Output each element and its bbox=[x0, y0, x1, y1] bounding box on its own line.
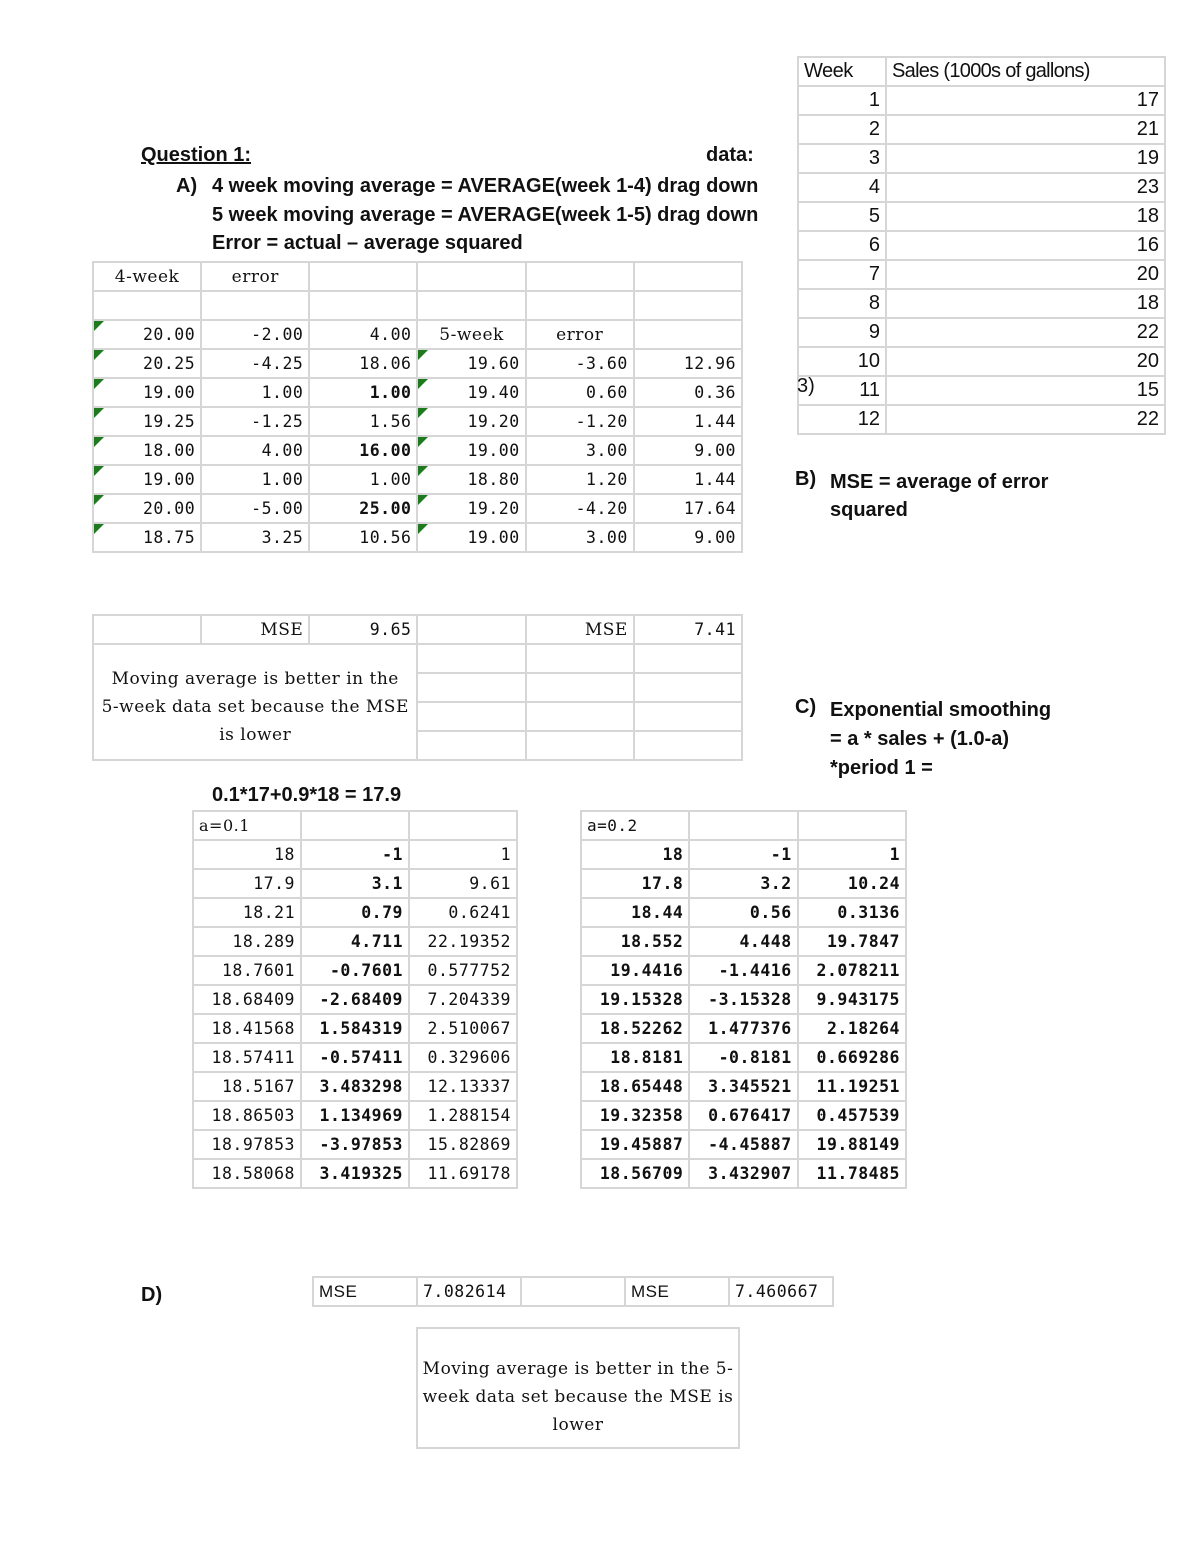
empty-cell bbox=[689, 811, 797, 840]
empty-cell bbox=[634, 644, 742, 673]
forecast-cell: 18.65448 bbox=[581, 1072, 689, 1101]
section-b-marker: B) bbox=[795, 468, 817, 490]
empty-cell bbox=[309, 291, 417, 320]
section-c-marker: C) bbox=[795, 696, 817, 718]
four-week-error-header: error bbox=[201, 262, 309, 291]
forecast-cell: 18 bbox=[193, 840, 301, 869]
green-triangle-icon bbox=[94, 495, 104, 505]
four-week-average-cell: 19.25 bbox=[93, 407, 201, 436]
forecast-cell: 18.21 bbox=[193, 898, 301, 927]
forecast-cell: 18.5167 bbox=[193, 1072, 301, 1101]
empty-cell bbox=[417, 291, 525, 320]
four-week-error-cell: -2.00 bbox=[201, 320, 309, 349]
squared-error-cell: 7.204339 bbox=[409, 985, 517, 1014]
error-cell: 1.477376 bbox=[689, 1014, 797, 1043]
table-row bbox=[581, 956, 906, 985]
error-cell: 3.1 bbox=[301, 869, 409, 898]
empty-cell bbox=[301, 811, 409, 840]
five-week-error-cell: -3.60 bbox=[526, 349, 634, 378]
five-week-squared-cell: 12.96 bbox=[634, 349, 742, 378]
forecast-cell: 18.41568 bbox=[193, 1014, 301, 1043]
error-cell: -3.15328 bbox=[689, 985, 797, 1014]
table-row bbox=[798, 347, 1165, 376]
sales-cell: 20 bbox=[886, 260, 1165, 289]
table-row bbox=[193, 1072, 517, 1101]
table-row bbox=[193, 898, 517, 927]
forecast-cell: 18.7601 bbox=[193, 956, 301, 985]
exp-mse-table bbox=[312, 1276, 834, 1307]
empty-cell bbox=[417, 644, 525, 673]
squared-error-cell: 12.13337 bbox=[409, 1072, 517, 1101]
four-week-average-cell: 18.75 bbox=[93, 523, 201, 552]
empty-cell bbox=[634, 731, 742, 760]
five-week-average-cell: 19.60 bbox=[417, 349, 525, 378]
forecast-cell: 18.44 bbox=[581, 898, 689, 927]
squared-error-cell: 0.457539 bbox=[798, 1101, 906, 1130]
five-week-error-cell: 1.20 bbox=[526, 465, 634, 494]
forecast-cell: 19.32358 bbox=[581, 1101, 689, 1130]
sales-cell: 18 bbox=[886, 289, 1165, 318]
empty-cell bbox=[417, 262, 525, 291]
table-row bbox=[193, 840, 517, 869]
sales-cell: 21 bbox=[886, 115, 1165, 144]
empty-cell bbox=[798, 811, 906, 840]
table-row bbox=[581, 840, 906, 869]
empty-cell bbox=[521, 1277, 625, 1306]
table-row bbox=[93, 494, 742, 523]
sales-table bbox=[797, 56, 1166, 435]
table-row bbox=[93, 436, 742, 465]
table-row bbox=[193, 956, 517, 985]
sales-cell: 19 bbox=[886, 144, 1165, 173]
four-week-squared-cell: 10.56 bbox=[309, 523, 417, 552]
table-row bbox=[581, 1043, 906, 1072]
moving-blank-row bbox=[93, 291, 742, 320]
squared-error-cell: 0.669286 bbox=[798, 1043, 906, 1072]
exp-mse-row bbox=[313, 1277, 833, 1306]
empty-cell bbox=[93, 291, 201, 320]
table-row bbox=[798, 231, 1165, 260]
table-row bbox=[193, 927, 517, 956]
week-cell: 10 bbox=[798, 347, 886, 376]
five-week-error-header: error bbox=[526, 320, 634, 349]
week-cell: 4 bbox=[798, 173, 886, 202]
moving-header-row bbox=[93, 262, 742, 291]
five-week-error-cell: 3.00 bbox=[526, 523, 634, 552]
section-c-line-1: Exponential smoothing bbox=[830, 699, 1052, 721]
moving-mse-note-row bbox=[93, 644, 742, 673]
four-week-error-cell: -4.25 bbox=[201, 349, 309, 378]
table-row bbox=[581, 927, 906, 956]
moving-mse-row bbox=[93, 615, 742, 644]
squared-error-cell: 1.288154 bbox=[409, 1101, 517, 1130]
table-row bbox=[93, 320, 742, 349]
moving-mse-table bbox=[92, 614, 743, 761]
error-cell: -1 bbox=[689, 840, 797, 869]
mse-value-4: 9.65 bbox=[309, 615, 417, 644]
table-row bbox=[581, 869, 906, 898]
empty-cell bbox=[417, 673, 525, 702]
five-week-average-cell: 18.80 bbox=[417, 465, 525, 494]
empty-cell bbox=[309, 262, 417, 291]
squared-error-cell: 0.6241 bbox=[409, 898, 517, 927]
empty-cell bbox=[526, 673, 634, 702]
four-week-squared-cell: 1.56 bbox=[309, 407, 417, 436]
four-week-squared-cell: 1.00 bbox=[309, 465, 417, 494]
four-week-average-cell: 20.00 bbox=[93, 494, 201, 523]
section-c-line-2: = a * sales + (1.0-a) bbox=[830, 728, 1010, 750]
table-row bbox=[193, 869, 517, 898]
section-c-line-3: *period 1 = bbox=[830, 757, 933, 779]
error-cell: -3.97853 bbox=[301, 1130, 409, 1159]
exp-mse-value-b: 7.460667 bbox=[729, 1277, 833, 1306]
moving-conclusion-text: Moving average is better in the 5-week data set because the MSE is lower bbox=[101, 669, 409, 745]
five-week-squared-cell: 9.00 bbox=[634, 436, 742, 465]
squared-error-cell: 15.82869 bbox=[409, 1130, 517, 1159]
exp-mse-label-b: MSE bbox=[625, 1277, 729, 1306]
five-week-average-cell: 19.20 bbox=[417, 494, 525, 523]
error-cell: -1.4416 bbox=[689, 956, 797, 985]
squared-error-cell: 9.61 bbox=[409, 869, 517, 898]
table-row bbox=[93, 378, 742, 407]
mse-label-4: MSE bbox=[201, 615, 309, 644]
green-triangle-icon bbox=[94, 466, 104, 476]
table-row bbox=[798, 289, 1165, 318]
four-week-squared-cell: 25.00 bbox=[309, 494, 417, 523]
sales-cell: 18 bbox=[886, 202, 1165, 231]
empty-cell bbox=[634, 702, 742, 731]
error-cell: 0.56 bbox=[689, 898, 797, 927]
five-week-average-cell: 19.40 bbox=[417, 378, 525, 407]
five-week-average-cell: 19.00 bbox=[417, 523, 525, 552]
error-cell: 3.345521 bbox=[689, 1072, 797, 1101]
four-week-squared-cell: 16.00 bbox=[309, 436, 417, 465]
squared-error-cell: 11.78485 bbox=[798, 1159, 906, 1188]
squared-error-cell: 11.19251 bbox=[798, 1072, 906, 1101]
five-week-error-cell: -4.20 bbox=[526, 494, 634, 523]
forecast-cell: 18.97853 bbox=[193, 1130, 301, 1159]
green-triangle-icon bbox=[418, 408, 428, 418]
week-cell: 12 bbox=[798, 405, 886, 434]
table-row bbox=[193, 1014, 517, 1043]
sales-cell: 20 bbox=[886, 347, 1165, 376]
squared-error-cell: 22.19352 bbox=[409, 927, 517, 956]
squared-error-cell: 1 bbox=[798, 840, 906, 869]
forecast-cell: 18.86503 bbox=[193, 1101, 301, 1130]
four-week-average-cell: 19.00 bbox=[93, 465, 201, 494]
four-week-error-cell: 1.00 bbox=[201, 465, 309, 494]
week-cell: 9 bbox=[798, 318, 886, 347]
error-cell: 3.2 bbox=[689, 869, 797, 898]
squared-error-cell: 0.329606 bbox=[409, 1043, 517, 1072]
table-row bbox=[93, 465, 742, 494]
exp-mse-label-a: MSE bbox=[313, 1277, 417, 1306]
forecast-cell: 18.52262 bbox=[581, 1014, 689, 1043]
week-cell: 6 bbox=[798, 231, 886, 260]
forecast-cell: 19.45887 bbox=[581, 1130, 689, 1159]
four-week-squared-cell: 18.06 bbox=[309, 349, 417, 378]
four-week-header: 4-week bbox=[93, 262, 201, 291]
table-row bbox=[798, 173, 1165, 202]
forecast-cell: 18.56709 bbox=[581, 1159, 689, 1188]
error-cell: 3.432907 bbox=[689, 1159, 797, 1188]
error-cell: -0.7601 bbox=[301, 956, 409, 985]
empty-cell bbox=[526, 644, 634, 673]
table-row bbox=[798, 202, 1165, 231]
table-row bbox=[193, 1101, 517, 1130]
sales-header: Sales (1000s of gallons) bbox=[886, 57, 1165, 86]
five-week-squared-cell: 1.44 bbox=[634, 407, 742, 436]
error-cell: -1 bbox=[301, 840, 409, 869]
error-cell: -0.8181 bbox=[689, 1043, 797, 1072]
sales-cell: 22 bbox=[886, 318, 1165, 347]
error-cell: 0.79 bbox=[301, 898, 409, 927]
squared-error-cell: 2.510067 bbox=[409, 1014, 517, 1043]
squared-error-cell: 11.69178 bbox=[409, 1159, 517, 1188]
empty-cell bbox=[634, 291, 742, 320]
green-triangle-icon bbox=[94, 524, 104, 534]
green-triangle-icon bbox=[418, 524, 428, 534]
forecast-cell: 18.8181 bbox=[581, 1043, 689, 1072]
four-week-average-cell: 19.00 bbox=[93, 378, 201, 407]
question-title: Question 1: bbox=[141, 144, 252, 166]
exp-mse-value-a: 7.082614 bbox=[417, 1277, 521, 1306]
four-week-average-cell: 20.00 bbox=[93, 320, 201, 349]
empty-cell bbox=[409, 811, 517, 840]
empty-cell bbox=[526, 702, 634, 731]
five-week-error-cell: 0.60 bbox=[526, 378, 634, 407]
forecast-cell: 18.58068 bbox=[193, 1159, 301, 1188]
four-week-error-cell: 3.25 bbox=[201, 523, 309, 552]
table-row bbox=[581, 1130, 906, 1159]
table-row bbox=[193, 1159, 517, 1188]
table-row bbox=[581, 1014, 906, 1043]
exp-table-a bbox=[192, 810, 518, 1189]
table-row bbox=[193, 985, 517, 1014]
empty-cell bbox=[201, 291, 309, 320]
green-triangle-icon bbox=[94, 350, 104, 360]
sales-header-row bbox=[798, 57, 1165, 86]
squared-error-cell: 1 bbox=[409, 840, 517, 869]
table-row bbox=[581, 898, 906, 927]
five-week-error-cell: 3.00 bbox=[526, 436, 634, 465]
exp-conclusion-text: Moving average is better in the 5-week data set because the MSE is lower bbox=[422, 1359, 734, 1435]
five-week-average-cell: 19.20 bbox=[417, 407, 525, 436]
section-a-line-2: 5 week moving average = AVERAGE(week 1-5) drag down bbox=[212, 204, 759, 226]
error-cell: -4.45887 bbox=[689, 1130, 797, 1159]
empty-cell bbox=[417, 731, 525, 760]
section-b-line-2: squared bbox=[830, 499, 908, 521]
section-a-line-1: 4 week moving average = AVERAGE(week 1-4) drag down bbox=[212, 175, 759, 197]
squared-error-cell: 9.943175 bbox=[798, 985, 906, 1014]
week-cell: 1 bbox=[798, 86, 886, 115]
table-row bbox=[193, 1043, 517, 1072]
empty-cell bbox=[526, 731, 634, 760]
section-b-line-1: MSE = average of error bbox=[830, 471, 1049, 493]
table-row bbox=[581, 985, 906, 1014]
empty-cell bbox=[93, 615, 201, 644]
exp-a-label-row bbox=[193, 811, 517, 840]
exp-a-label: a=0.1 bbox=[193, 811, 301, 840]
mse-value-5: 7.41 bbox=[634, 615, 742, 644]
green-triangle-icon bbox=[418, 437, 428, 447]
section-a-marker: A) bbox=[176, 175, 198, 197]
sales-cell: 15 bbox=[886, 376, 1165, 405]
empty-cell bbox=[634, 673, 742, 702]
squared-error-cell: 2.078211 bbox=[798, 956, 906, 985]
forecast-cell: 18.68409 bbox=[193, 985, 301, 1014]
squared-error-cell: 10.24 bbox=[798, 869, 906, 898]
table-row bbox=[93, 523, 742, 552]
sales-cell: 17 bbox=[886, 86, 1165, 115]
empty-cell bbox=[634, 320, 742, 349]
data-label: data: bbox=[706, 144, 754, 166]
week-cell: 8 bbox=[798, 289, 886, 318]
four-week-error-cell: 1.00 bbox=[201, 378, 309, 407]
week-cell: 2 bbox=[798, 115, 886, 144]
forecast-cell: 17.9 bbox=[193, 869, 301, 898]
table-row bbox=[798, 144, 1165, 173]
table-row bbox=[798, 376, 1165, 405]
table-row bbox=[93, 407, 742, 436]
four-week-squared-cell: 1.00 bbox=[309, 378, 417, 407]
exp-conclusion-box bbox=[416, 1327, 740, 1449]
green-triangle-icon bbox=[94, 437, 104, 447]
empty-cell bbox=[526, 262, 634, 291]
error-cell: 4.711 bbox=[301, 927, 409, 956]
forecast-cell: 19.4416 bbox=[581, 956, 689, 985]
moving-average-table bbox=[92, 261, 743, 553]
empty-cell bbox=[417, 615, 525, 644]
sales-cell: 16 bbox=[886, 231, 1165, 260]
week-cell: 3 bbox=[798, 144, 886, 173]
squared-error-cell: 2.18264 bbox=[798, 1014, 906, 1043]
week-header: Week bbox=[798, 57, 886, 86]
sales-cell: 22 bbox=[886, 405, 1165, 434]
green-triangle-icon bbox=[418, 379, 428, 389]
five-week-header: 5-week bbox=[417, 320, 525, 349]
squared-error-cell: 0.3136 bbox=[798, 898, 906, 927]
four-week-error-cell: 4.00 bbox=[201, 436, 309, 465]
table-row bbox=[581, 1159, 906, 1188]
error-cell: -2.68409 bbox=[301, 985, 409, 1014]
sales-cell: 23 bbox=[886, 173, 1165, 202]
table-row bbox=[581, 1072, 906, 1101]
mse-label-5: MSE bbox=[526, 615, 634, 644]
error-cell: 3.483298 bbox=[301, 1072, 409, 1101]
five-week-average-cell: 19.00 bbox=[417, 436, 525, 465]
five-week-squared-cell: 17.64 bbox=[634, 494, 742, 523]
green-triangle-icon bbox=[94, 321, 104, 331]
forecast-cell: 18.57411 bbox=[193, 1043, 301, 1072]
squared-error-cell: 19.88149 bbox=[798, 1130, 906, 1159]
five-week-squared-cell: 1.44 bbox=[634, 465, 742, 494]
forecast-cell: 18.552 bbox=[581, 927, 689, 956]
error-cell: 4.448 bbox=[689, 927, 797, 956]
empty-cell bbox=[634, 262, 742, 291]
green-triangle-icon bbox=[94, 408, 104, 418]
table-row bbox=[581, 1101, 906, 1130]
table-row bbox=[798, 260, 1165, 289]
empty-cell bbox=[417, 702, 525, 731]
table-row bbox=[798, 115, 1165, 144]
green-triangle-icon bbox=[418, 350, 428, 360]
green-triangle-icon bbox=[418, 466, 428, 476]
table-row bbox=[798, 86, 1165, 115]
moving-conclusion bbox=[93, 644, 417, 760]
five-week-error-cell: -1.20 bbox=[526, 407, 634, 436]
section-a-line-3: Error = actual – average squared bbox=[212, 232, 523, 254]
four-week-error-cell: -5.00 bbox=[201, 494, 309, 523]
forecast-cell: 17.8 bbox=[581, 869, 689, 898]
green-triangle-icon bbox=[94, 379, 104, 389]
table-row bbox=[93, 349, 742, 378]
error-cell: 1.134969 bbox=[301, 1101, 409, 1130]
forecast-cell: 18 bbox=[581, 840, 689, 869]
five-week-squared-cell: 9.00 bbox=[634, 523, 742, 552]
week-cell: 7 bbox=[798, 260, 886, 289]
squared-error-cell: 0.577752 bbox=[409, 956, 517, 985]
formula-note: 0.1*17+0.9*18 = 17.9 bbox=[212, 784, 402, 806]
four-week-average-cell: 20.25 bbox=[93, 349, 201, 378]
error-cell: 3.419325 bbox=[301, 1159, 409, 1188]
forecast-cell: 18.289 bbox=[193, 927, 301, 956]
five-week-squared-cell: 0.36 bbox=[634, 378, 742, 407]
four-week-average-cell: 18.00 bbox=[93, 436, 201, 465]
forecast-cell: 19.15328 bbox=[581, 985, 689, 1014]
error-cell: 0.676417 bbox=[689, 1101, 797, 1130]
exp-b-label-row bbox=[581, 811, 906, 840]
four-week-error-cell: -1.25 bbox=[201, 407, 309, 436]
section-d-marker: D) bbox=[141, 1284, 163, 1306]
clipped-marker: 3) bbox=[797, 375, 815, 397]
week-cell: 5 bbox=[798, 202, 886, 231]
table-row bbox=[193, 1130, 517, 1159]
exp-table-b bbox=[580, 810, 907, 1189]
empty-cell bbox=[526, 291, 634, 320]
green-triangle-icon bbox=[418, 495, 428, 505]
error-cell: -0.57411 bbox=[301, 1043, 409, 1072]
table-row bbox=[798, 318, 1165, 347]
error-cell: 1.584319 bbox=[301, 1014, 409, 1043]
exp-b-label: a=0.2 bbox=[581, 811, 689, 840]
squared-error-cell: 19.7847 bbox=[798, 927, 906, 956]
four-week-squared-cell: 4.00 bbox=[309, 320, 417, 349]
table-row bbox=[798, 405, 1165, 434]
week-cell: 11 bbox=[798, 376, 886, 405]
